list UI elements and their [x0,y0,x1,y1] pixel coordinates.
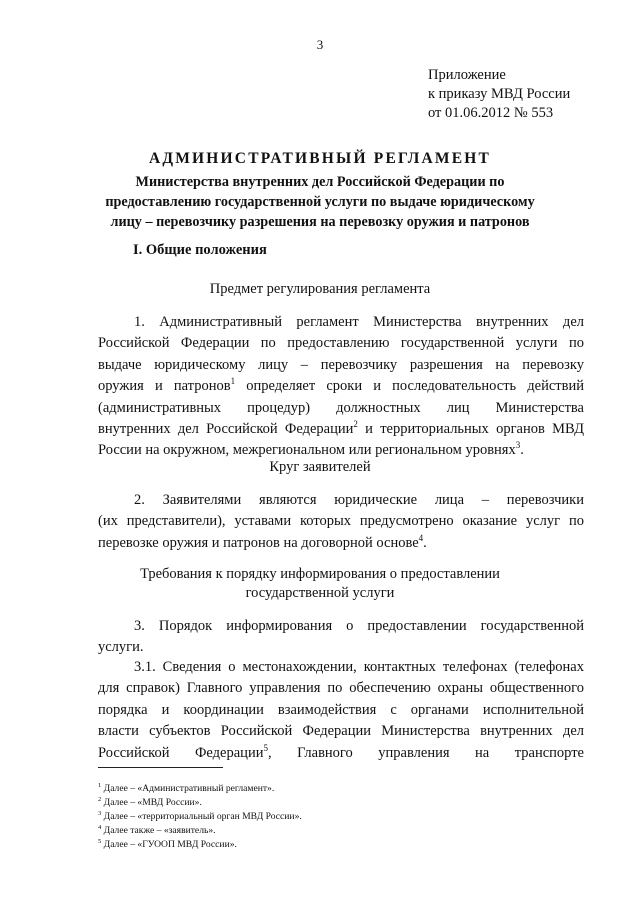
page-number: 3 [316,37,324,52]
subtitle-line: лицу – перевозчику разрешения на перевозку оружия и патронов [110,214,530,230]
footnote: $^4$ Далее также – «заявитель». [98,823,216,836]
subheading-line: Требования к порядку информирования о предоставлении [140,566,500,582]
paragraph-text: выдаче юридическому лицу – перевозчику разрешения на перевозку [98,356,584,373]
section-heading: I. Общие положения [133,242,267,258]
annex-line: от 01.06.2012 № 553 [428,105,554,121]
paragraph-text: определяет сроки и последовательность действий [235,378,585,395]
annex-block [428,66,570,123]
footnote-ref: 3 [515,440,521,451]
footnote: $^1$ Далее – «Административный регламент». [98,781,275,794]
paragraph-text: 3. Порядок информирования о предоставлении государственной [134,618,584,634]
paragraph-text: 2. Заявителями являются юридические лица – перевозчики [134,492,584,508]
paragraph-text: для справок) Главного управления по обеспечению охраны общественного [98,680,584,697]
footnote: $^5$ Далее – «ГУООП МВД России». [98,837,237,850]
subtitle-line: предоставлению государственной услуги по выдаче юридическому [105,194,535,210]
subheading-applicants: Круг заявителей [269,459,371,475]
paragraph-3-1 [98,657,584,764]
paragraph-text: . [520,442,524,459]
paragraph-text: услуги. [98,639,144,656]
paragraph-text: внутренних дел Российской Федерации [98,421,354,438]
paragraph-1 [98,312,584,462]
annex-line: к приказу МВД России [428,86,571,102]
paragraph-text: оружия и патронов [98,378,231,395]
paragraph-text: (их представители), уставами которых предусмотрено оказание услуг по [98,513,584,530]
paragraph-2 [98,490,584,554]
paragraph-text: Российской Федерации по предоставлению государственной услуги по [98,335,584,352]
annex-line: Приложение [428,67,506,83]
subheading-subject: Предмет регулирования регламента [209,281,431,297]
paragraph-text: . [423,534,427,551]
document-title: АДМИНИСТРАТИВНЫЙ РЕГЛАМЕНТ [148,150,492,167]
paragraph-text: 1. Административный регламент Министерства внутренних дел [134,314,584,330]
footnote-ref: 1 [230,376,236,387]
paragraph-text: , Главного управления на транспорте [267,744,584,761]
footnotes [98,782,302,852]
subheading-information [0,565,640,603]
footnote: $^3$ Далее – «территориальный орган МВД России». [98,809,302,822]
document-subtitle [60,172,580,232]
footnote-ref: 4 [418,532,424,543]
paragraph-text: (административных процедур) должностных лиц Министерства [98,399,584,416]
paragraph-3 [98,616,584,659]
footnote-ref: 2 [353,419,358,430]
paragraph-text: порядка и координации взаимодействия с органами исполнительной [98,701,584,718]
footnote-ref: 5 [263,742,268,753]
footnote: $^2$ Далее – «МВД России». [98,795,202,808]
paragraph-text: 3.1. Сведения о местонахождении, контактных телефонах (телефонах [134,659,584,675]
paragraph-text: и территориальных органов МВД [357,421,584,438]
footnote-divider [98,767,223,768]
paragraph-text: перевозке оружия и патронов на договорной основе [98,534,419,551]
subheading-line: государственной услуги [245,585,395,601]
paragraph-text: власти субъектов Российской Федерации Министерства внутренних дел [98,723,584,740]
subtitle-line: Министерства внутренних дел Российской Федерации по [135,174,505,190]
paragraph-text: России на окружном, межрегиональном или региональном уровнях [98,442,516,459]
paragraph-text: Российской Федерации [98,744,264,761]
